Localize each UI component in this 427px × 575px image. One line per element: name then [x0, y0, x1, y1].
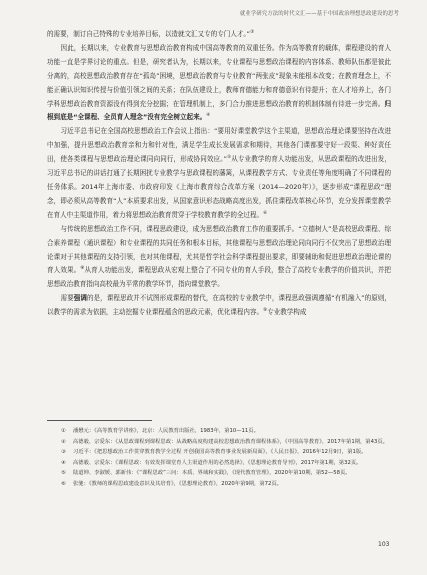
- footnote-number: ③: [61, 449, 66, 455]
- footnote-number: ⑥: [61, 480, 66, 487]
- footnote: [61, 426, 391, 437]
- footnote: [61, 458, 391, 469]
- paragraph: 的需要，制订自己特殊的专业培养目标，以造就文汇又专的专门人才。”③: [47, 29, 255, 38]
- paragraph: 需要强调的是，课程思政并不试图形成课程的替代，在高校的专业教学中，课程思政强调遵循“有机融入”的原则，以教学的需求为依据，主动挖掘专业课程蕴含的思政元素，优化课程内容。⑨专业教学构成: [47, 294, 391, 317]
- body-text: [47, 28, 391, 320]
- footnotes: [61, 426, 391, 489]
- footnote-number: ④: [61, 459, 66, 466]
- paragraph: 因此，长期以来，专业教育与思想政治教育构成中国高等教育的双重任务。作为高等教育的载体，课程建设的育人功能一直是学界讨论的重点。但是，研究者认为，长期以来，专业课程与思想政治课程的内容体系、教师队伍都是彼此分离的，高校思想政治教育存在“孤岛”困境，思想政治教育与专业教育“两张皮”现象未能根本改变；在教育理念上，不能正确认识知识传授与价值引领之间的关系；在队伍建设上，教师育德能力和育德意识有待提升；在人才培养上，各门学科思想政治教育资源没有得到充分挖掘；在管理机制上，多门合力推进思想政治教育的机制体制有待进一步完善。归根到底是“全课程、全员育人理念”没有完全树立起来。④: [47, 43, 391, 122]
- footnote-number: ①: [61, 428, 66, 434]
- footnote: [61, 447, 391, 458]
- footnote-text: 陆道坤、李淑媛、郭新伟：《“课程思政”三问：本质、界域和实践》，《现代教育管理》，2020年第10期，第52—58页。: [73, 470, 351, 476]
- footnote-number: ②: [61, 438, 66, 445]
- footnote-text: 张驰：《教师的课程思政建设意识及其培育》，《思想理论教育》，2020年第9期，第72页。: [73, 480, 282, 487]
- footnote-number: ⑤: [61, 470, 66, 476]
- paragraph: 习近平总书记在全国高校思想政治工作会议上指出：“要用好课堂教学这个主渠道，思想政治理论课要坚持在改进中加强，提升思想政治教育亲和力和针对性，满足学生成长发展需求和期待，其他各门课都要守好一段渠、种好责任田，使各类课程与思想政治理论课同向同行，形成协同效应。”⑤从专业教学的育人功能出发，从思政课程的改进出发，习近平总书记的讲话打通了长期困扰专业教学与思政课程的藩篱，从课程教学方式、专业责任等角度明确了不同课程的任务体系。2014年上海市委、市政府印发《上海市教育综合改革方案（2014—2020年）》，逐步形成“课程思政”理念，即必须从高等教育“人”本质要求出发，从国家意识形态战略高度出发，抓住课程改革核心环节，充分发挥课堂教学在育人中主渠道作用，着力将思想政治教育贯穿于学校教育教学的全过程。⑥: [47, 127, 391, 219]
- footnote: [61, 479, 391, 490]
- footnote: [61, 437, 391, 448]
- page-number: 103: [378, 541, 390, 548]
- footnote-divider: [47, 420, 152, 421]
- footnote: [61, 468, 391, 479]
- footnote-text: 习近平：《把思想政治工作贯穿教育教学全过程 开创我国高等教育事业发展新局面》，《人民日报》，2016年12月9日，第1版。: [73, 449, 367, 455]
- paragraph: 与传统的思想政治工作不同，课程思政建设，成为思想政治教育工作的重要抓手。“立德树人”是高校思政课程、综合素养课程（通识课程）和专业课程的共同任务和根本目标，其他课程与思想政治理论同向同行不仅突出了思想政治理论课对于其他课程的支持引领，也对其他课程，尤其是哲学社会科学课程提出要求，即要辅助和促进思想政治理论课的育人效果。⑧从育人功能出发，课程思政从宏观上整合了不同专业的育人手段，整合了高校专业教学的价值共识，并把思想政治教育指向高校最为平常的教学环节，指向课堂教学。: [47, 224, 391, 289]
- footnote-text: 潘懋元：《高等教育学讲座》，北京：人民教育出版社，1983年，第10—11页。: [73, 428, 259, 434]
- footnote-text: 高德毅、宗爱东：《从思政课程到课程思政：从战略高度构建高校思想政治教育课程体系》，《中国高等教育》，2017年第1期，第43页。: [73, 438, 388, 445]
- running-header: 就业学研究方法的时代文汇——基于中国政治理想思政建设的思考: [239, 11, 399, 17]
- footnote-text: 高德毅、宗爱东：《课程思政：有效发挥课堂育人主渠道作用的必然选择》，《思想理论教育导刊》，2017年第1期，第32页。: [73, 459, 362, 466]
